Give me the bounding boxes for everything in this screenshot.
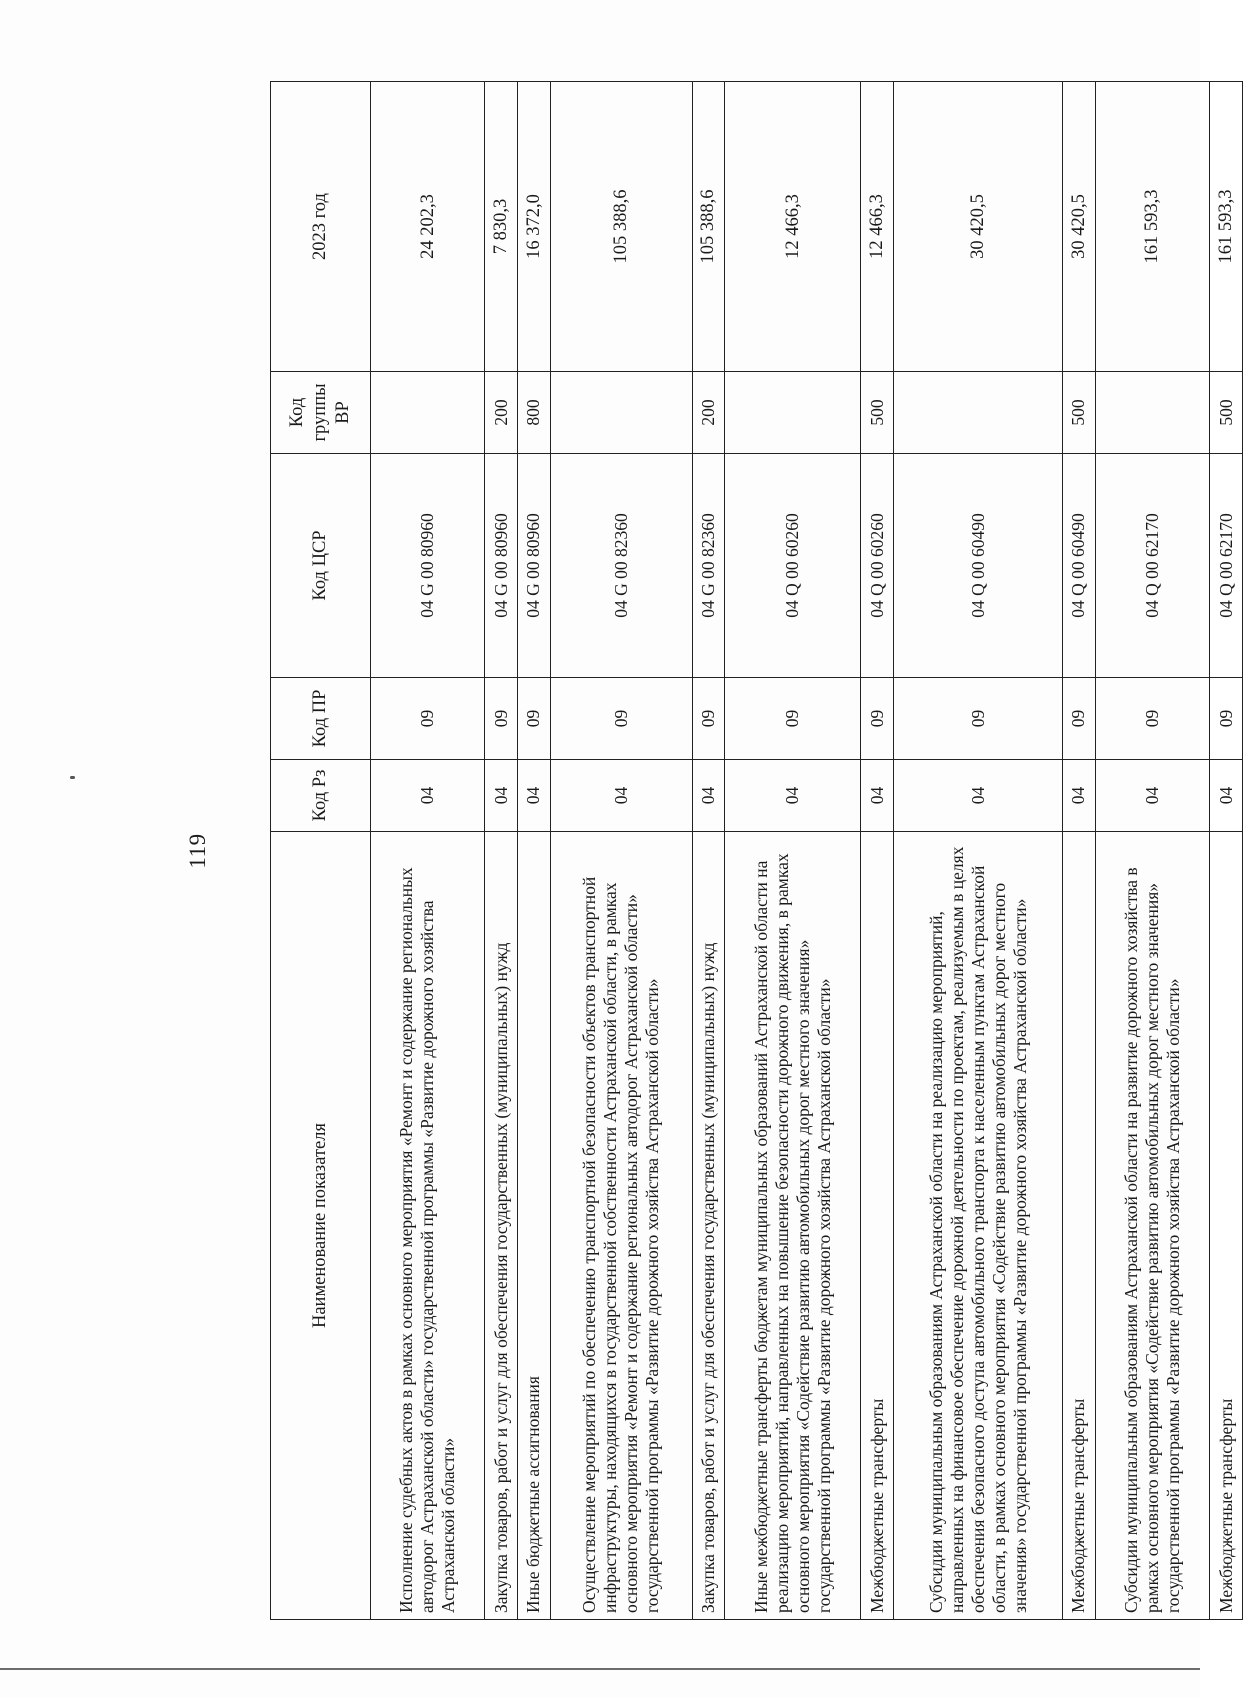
header-amount: 2023 год [271,82,371,372]
cell-vr: 500 [861,372,894,454]
cell-amount: 12 466,3 [725,82,861,372]
cell-name: Закупка товаров, работ и услуг для обеспечения государственных (муниципальных) нужд [485,832,518,1620]
cell-vr: 500 [1210,372,1243,454]
table-row [485,82,518,1620]
cell-csr: 04 Q 00 60490 [1063,454,1096,678]
cell-pr: 09 [1095,678,1209,760]
cell-csr: 04 Q 00 60490 [894,454,1063,678]
cell-name: Субсидии муниципальным образованиям Астраханской области на развитие дорожного хозяйства в рамках основного мероприятия «Содействие развитию автомобильных дорог местного значения» государственной программы «Развитие дорожного хозяйства Астраханской области» [1095,832,1209,1620]
table-row [518,82,551,1620]
cell-csr: 04 Q 00 62170 [1095,454,1209,678]
cell-csr: 04 G 00 80960 [485,454,518,678]
cell-rz: 04 [861,760,894,832]
cell-name: Межбюджетные трансферты [1063,832,1096,1620]
cell-amount: 105 388,6 [550,82,692,372]
budget-table [270,81,1243,1620]
table-row [1095,82,1209,1620]
cell-vr: 200 [692,372,725,454]
cell-name: Исполнение судебных актов в рамках основного мероприятия «Ремонт и содержание региональных автодорог Астраханской области» государственной программы «Развитие дорожного хозяйства Астраханской области» [371,832,485,1620]
cell-pr: 09 [861,678,894,760]
table-row [1063,82,1096,1620]
cell-pr: 09 [371,678,485,760]
cell-pr: 09 [894,678,1063,760]
cell-csr: 04 Q 00 60260 [861,454,894,678]
cell-vr [371,372,485,454]
header-csr: Код ЦСР [271,454,371,678]
header-name: Наименование показателя [271,832,371,1620]
header-pr: Код ПР [271,678,371,760]
cell-vr: 800 [518,372,551,454]
cell-csr: 04 Q 00 60260 [725,454,861,678]
cell-vr: 500 [1063,372,1096,454]
cell-rz: 04 [1063,760,1096,832]
table-row [1210,82,1243,1620]
cell-rz: 04 [550,760,692,832]
cell-pr: 09 [1210,678,1243,760]
cell-csr: 04 G 00 80960 [518,454,551,678]
cell-csr: 04 Q 00 62170 [1210,454,1243,678]
cell-rz: 04 [894,760,1063,832]
scan-speck [70,776,75,779]
scan-edge-line [0,1668,1200,1670]
cell-amount: 30 420,5 [1063,82,1096,372]
rotated-sheet [185,82,1243,1620]
cell-rz: 04 [518,760,551,832]
cell-rz: 04 [725,760,861,832]
cell-rz: 04 [692,760,725,832]
cell-csr: 04 G 00 80960 [371,454,485,678]
header-rz: Код Рз [271,760,371,832]
cell-amount: 161 593,3 [1095,82,1209,372]
cell-amount: 161 593,3 [1210,82,1243,372]
cell-rz: 04 [1095,760,1209,832]
cell-name: Межбюджетные трансферты [861,832,894,1620]
cell-pr: 09 [725,678,861,760]
table-row [550,82,692,1620]
cell-vr [550,372,692,454]
cell-name: Иные межбюджетные трансферты бюджетам муниципальных образований Астраханской области на реализацию мероприятий, направленных на повышение безопасности дорожного движения, в рамках основного мероприятия «Содействие развитию автомобильных дорог местного значения» государственной программы «Развитие дорожного хозяйства Астраханской области» [725,832,861,1620]
cell-rz: 04 [371,760,485,832]
table-row [894,82,1063,1620]
cell-name: Межбюджетные трансферты [1210,832,1243,1620]
cell-pr: 09 [518,678,551,760]
cell-amount: 16 372,0 [518,82,551,372]
cell-amount: 12 466,3 [861,82,894,372]
cell-amount: 30 420,5 [894,82,1063,372]
cell-amount: 7 830,3 [485,82,518,372]
header-vr: Код группы ВР [271,372,371,454]
cell-name: Закупка товаров, работ и услуг для обеспечения государственных (муниципальных) нужд [692,832,725,1620]
cell-vr [894,372,1063,454]
cell-rz: 04 [1210,760,1243,832]
table-row [692,82,725,1620]
cell-csr: 04 G 00 82360 [550,454,692,678]
cell-pr: 09 [485,678,518,760]
table-row [861,82,894,1620]
cell-amount: 24 202,3 [371,82,485,372]
cell-name: Иные бюджетные ассигнования [518,832,551,1620]
cell-name: Осуществление мероприятий по обеспечению транспортной безопасности объектов транспортной инфраструктуры, находящихся в государственной собственности Астраханской области, в рамках основного мероприятия «Ремонт и содержание региональных автодорог Астраханской области» государственной программы «Развитие дорожного хозяйства Астраханской области» [550,832,692,1620]
cell-rz: 04 [485,760,518,832]
table-header-row [271,82,371,1620]
cell-pr: 09 [692,678,725,760]
cell-vr: 200 [485,372,518,454]
cell-csr: 04 G 00 82360 [692,454,725,678]
cell-pr: 09 [550,678,692,760]
cell-amount: 105 388,6 [692,82,725,372]
cell-vr [725,372,861,454]
cell-vr [1095,372,1209,454]
page-number: 119 [185,833,210,869]
cell-name: Субсидии муниципальным образованиям Астраханской области на реализацию мероприятий, направленных на финансовое обеспечение дорожной деятельности по проектам, реализуемым в целях обеспечения безопасного доступа автомобильного транспорта к населенным пунктам Астраханской области, в рамках основного мероприятия «Содействие развитию автомобильных дорог местного значения» государственной программы «Развитие дорожного хозяйства Астраханской области» [894,832,1063,1620]
table-row [725,82,861,1620]
table-row [371,82,485,1620]
cell-pr: 09 [1063,678,1096,760]
